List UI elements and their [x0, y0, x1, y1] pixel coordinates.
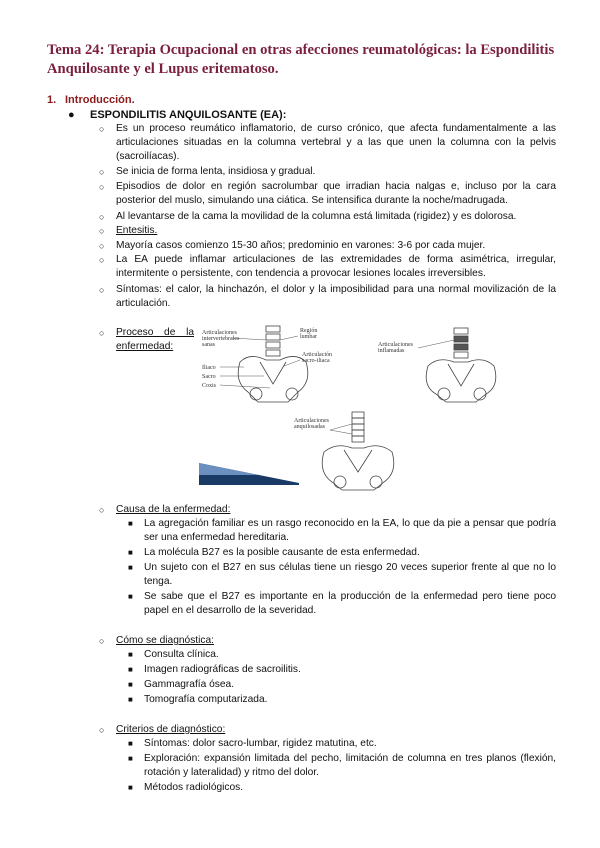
- square-bullet-icon: ■: [128, 650, 133, 659]
- circle-bullet-icon: ○: [99, 255, 105, 265]
- square-bullet-icon: ■: [128, 563, 133, 572]
- fig1-label: intervertebrales: [202, 336, 240, 342]
- list-item-proceso: [99, 326, 194, 354]
- square-bullet-icon: ■: [128, 592, 133, 601]
- bullet-icon: ●: [68, 109, 75, 121]
- circle-bullet-icon: ○: [99, 124, 105, 134]
- list-item: ○ Entesitis.: [99, 225, 158, 236]
- diagnostico-heading-item: [99, 634, 556, 648]
- circle-bullet-icon: ○: [99, 505, 105, 515]
- pelvis-healthy-figure: [200, 322, 350, 412]
- pelvis-ankylosed-figure: [292, 410, 422, 494]
- circle-bullet-icon: ○: [99, 241, 105, 251]
- list-item: ○ La EA puede inflamar articulaciones de las extremidades de forma asimétrica, irregular, intermitente o persistente, con tendencia a provocar lesiones locales irreversibles.: [99, 254, 556, 279]
- fig1-label: Articulaciones: [202, 330, 237, 336]
- square-bullet-icon: ■: [128, 754, 133, 763]
- criterios-heading-item: [99, 723, 556, 737]
- fig2-label: inflamadas: [378, 348, 405, 354]
- blue-banner-decoration: [199, 463, 299, 485]
- section-number: 1.: [47, 94, 57, 106]
- sub-item: ■ Imagen radiográficas de sacroilitis.: [128, 664, 301, 675]
- list-item: ○ Síntomas: el calor, la hinchazón, el dolor y la imposibilidad para una normal movilización de la articulación.: [99, 284, 556, 309]
- fig1-label: sanas: [202, 342, 215, 348]
- fig2-label: Articulaciones: [378, 342, 413, 348]
- sub-item: ■ La molécula B27 es la posible causante de esta enfermedad.: [128, 547, 420, 558]
- pelvis-inflamed-figure: [378, 326, 528, 406]
- circle-bullet-icon: ○: [99, 328, 105, 338]
- sub-item: ■ Tomografía computarizada.: [128, 694, 268, 705]
- causa-heading: Causa de la enfermedad:: [116, 504, 231, 515]
- circle-bullet-icon: ○: [99, 636, 105, 646]
- fig1-label: Iliaco: [202, 365, 216, 371]
- sub-item: ■ Exploración: expansión limitada del pecho, limitación de columna en tres planos (flexión, rotación y lateralidad) y ritmo del dolor.: [128, 753, 556, 778]
- fig1-label: Sacro: [202, 374, 216, 380]
- fig1-label: Región: [300, 328, 318, 334]
- fig3-label: anquilosadas: [294, 424, 325, 430]
- circle-bullet-icon: ○: [99, 212, 105, 222]
- topic-heading: [68, 109, 286, 121]
- list-item: ○ Al levantarse de la cama la movilidad de la columna está limitada (rigidez) y es dolorosa.: [99, 211, 517, 222]
- criterios-heading: Criterios de diagnóstico:: [116, 724, 226, 735]
- proceso-label: Proceso de la enfermedad:: [116, 327, 194, 352]
- list-item: ○ Episodios de dolor en región sacrolumbar que irradian hacia nalgas e, incluso por la cara posterior del muslo, simulando una ciática. Se intensifica durante la noche/madrugada.: [99, 181, 556, 206]
- circle-bullet-icon: ○: [99, 182, 105, 192]
- topic-label: ESPONDILITIS ANQUILOSANTE (EA):: [90, 109, 287, 121]
- list-item: ○ Se inicia de forma lenta, insidiosa y gradual.: [99, 166, 316, 177]
- square-bullet-icon: ■: [128, 665, 133, 674]
- fig1-label: Coxis: [202, 383, 217, 389]
- square-bullet-icon: ■: [128, 548, 133, 557]
- square-bullet-icon: ■: [128, 519, 133, 528]
- sub-item: ■ Métodos radiológicos.: [128, 782, 244, 793]
- list-item: ○ Mayoría casos comienzo 15-30 años; predominio en varones: 3-6 por cada mujer.: [99, 240, 486, 251]
- fig1-label: sacro-iliaca: [302, 358, 330, 364]
- sub-item: ■ Un sujeto con el B27 en sus células tiene un riesgo 20 veces superior frente al que no lo tenga.: [128, 562, 556, 587]
- document-title: Tema 24: Terapia Ocupacional en otras afecciones reumatológicas: la Espondilitis Anquilosante y el Lupus eritematoso.: [47, 42, 555, 77]
- fig1-label: lumbar: [300, 334, 317, 340]
- square-bullet-icon: ■: [128, 739, 133, 748]
- sub-item: ■ Gammagrafía ósea.: [128, 679, 235, 690]
- square-bullet-icon: ■: [128, 680, 133, 689]
- sub-item: ■ Síntomas: dolor sacro-lumbar, rigidez matutina, etc.: [128, 738, 377, 749]
- sub-item: ■ La agregación familiar es un rasgo reconocido en la EA, lo que da pie a pensar que podría ser una enfermedad hereditaria.: [128, 518, 556, 543]
- square-bullet-icon: ■: [128, 695, 133, 704]
- circle-bullet-icon: ○: [99, 725, 105, 735]
- list-item: ○ Es un proceso reumático inflamatorio, de curso crónico, que afecta fundamentalmente a las articulaciones situadas en la columna vertebral y a las que unen la columna con la pelvis (sacroilíacas).: [99, 123, 556, 162]
- square-bullet-icon: ■: [128, 783, 133, 792]
- sub-item: ■ Se sabe que el B27 es importante en la producción de la enfermedad pero tiene poco papel en el desarrollo de la severidad.: [128, 591, 556, 616]
- fig1-label: Articulación: [302, 352, 332, 358]
- causa-heading-item: [99, 503, 556, 517]
- section-heading: [47, 94, 135, 106]
- sub-item: ■ Consulta clínica.: [128, 649, 219, 660]
- section-label: Introducción.: [65, 94, 135, 106]
- fig3-label: Articulaciones: [294, 418, 329, 424]
- circle-bullet-icon: ○: [99, 167, 105, 177]
- circle-bullet-icon: ○: [99, 285, 105, 295]
- diagnostico-heading: Cómo se diagnóstica:: [116, 635, 214, 646]
- circle-bullet-icon: ○: [99, 226, 105, 236]
